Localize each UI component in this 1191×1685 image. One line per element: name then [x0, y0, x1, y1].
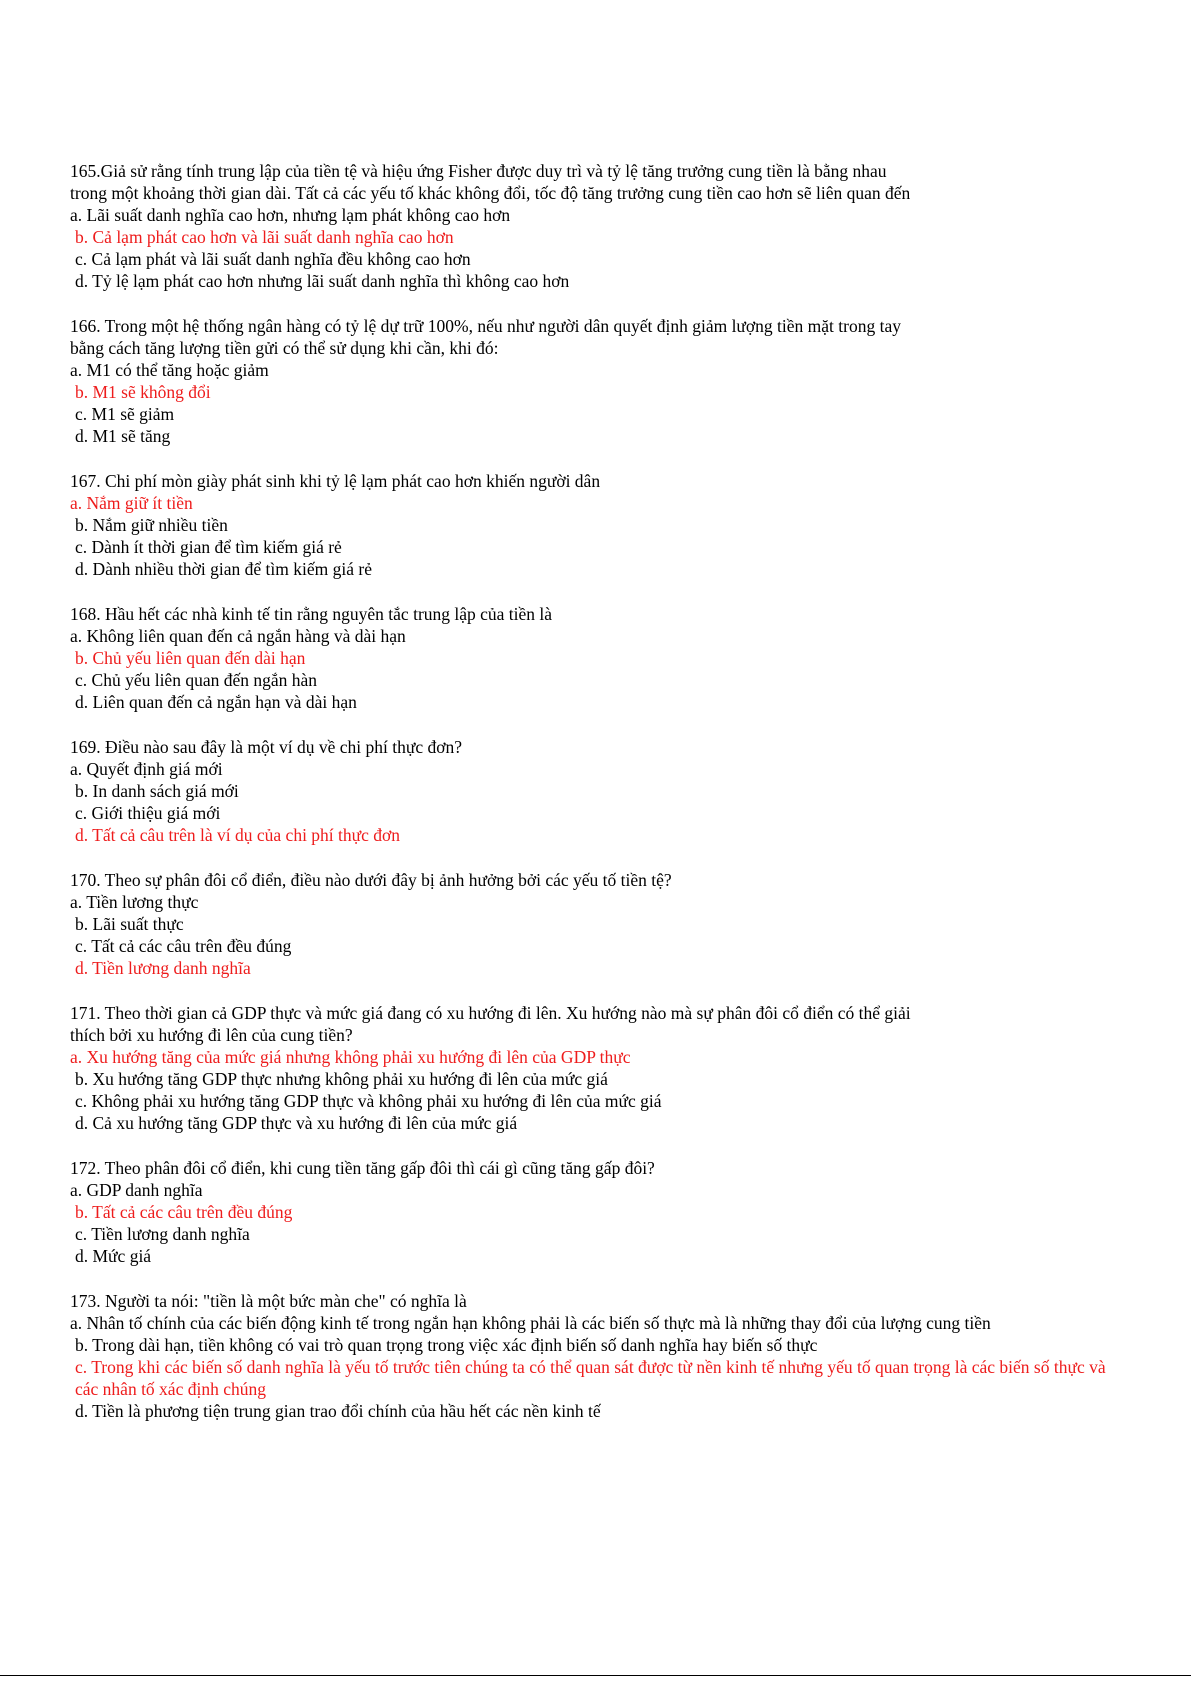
question-stem-line: 171. Theo thời gian cả GDP thực và mức giá đang có xu hướng đi lên. Xu hướng nào mà sự phân đôi cổ điển có thể giải — [70, 1003, 911, 1023]
answer-option: d. Liên quan đến cả ngắn hạn và dài hạn — [75, 692, 357, 712]
answer-option-correct: b. Chủ yếu liên quan đến dài hạn — [75, 648, 306, 668]
answer-option-correct: b. M1 sẽ không đổi — [75, 382, 211, 402]
answer-option: a. Tiền lương thực — [70, 892, 199, 912]
question-block — [70, 470, 1130, 580]
answer-option-correct: b. Cả lạm phát cao hơn và lãi suất danh nghĩa cao hơn — [75, 227, 454, 247]
question-stem-line: 167. Chi phí mòn giày phát sinh khi tỷ lệ lạm phát cao hơn khiến người dân — [70, 471, 601, 491]
page-bottom-rule — [0, 1675, 1191, 1676]
question-block — [70, 1290, 1130, 1422]
answer-option: b. Xu hướng tăng GDP thực nhưng không phải xu hướng đi lên của mức giá — [75, 1069, 608, 1089]
answer-option: b. Trong dài hạn, tiền không có vai trò quan trọng trong việc xác định biến số danh nghĩa hay biến số thực — [75, 1335, 818, 1355]
answer-option-correct: d. Tất cả câu trên là ví dụ của chi phí thực đơn — [75, 825, 401, 845]
answer-option: d. Dành nhiều thời gian để tìm kiếm giá rẻ — [75, 559, 372, 579]
question-stem-line: thích bởi xu hướng đi lên của cung tiền? — [70, 1025, 353, 1045]
answer-option: b. Lãi suất thực — [75, 914, 184, 934]
question-stem-line: 165.Giả sử rằng tính trung lập của tiền tệ và hiệu ứng Fisher được duy trì và tỷ lệ tăng trưởng cung tiền là bằng nhau — [70, 161, 887, 181]
answer-option-correct: c. Trong khi các biến số danh nghĩa là yếu tố trước tiên chúng ta có thể quan sát được từ nền kinh tế nhưng yếu tố quan trọng là các biến số thực và các nhân tố xác định chúng — [75, 1357, 1106, 1399]
question-stem-line: trong một khoảng thời gian dài. Tất cả các yếu tố khác không đổi, tốc độ tăng trưởng cung tiền cao hơn sẽ liên quan đến — [70, 183, 911, 203]
answer-option: d. Tỷ lệ lạm phát cao hơn nhưng lãi suất danh nghĩa thì không cao hơn — [75, 271, 570, 291]
answer-option-correct: a. Xu hướng tăng của mức giá nhưng không phải xu hướng đi lên của GDP thực — [70, 1047, 631, 1067]
answer-option: d. Mức giá — [75, 1246, 152, 1266]
answer-option: b. Nắm giữ nhiều tiền — [75, 515, 228, 535]
question-stem-line: 168. Hầu hết các nhà kinh tế tin rằng nguyên tắc trung lập của tiền là — [70, 604, 553, 624]
answer-option: d. Cả xu hướng tăng GDP thực và xu hướng đi lên của mức giá — [75, 1113, 518, 1133]
answer-option: c. M1 sẽ giảm — [75, 404, 175, 424]
question-block — [70, 1157, 1130, 1267]
answer-option: a. M1 có thể tăng hoặc giảm — [70, 360, 269, 380]
answer-option: c. Tất cả các câu trên đều đúng — [75, 936, 292, 956]
answer-option: d. Tiền là phương tiện trung gian trao đổi chính của hầu hết các nền kinh tế — [75, 1401, 601, 1421]
answer-option: a. GDP danh nghĩa — [70, 1180, 203, 1200]
question-block — [70, 603, 1130, 713]
question-stem-line: 169. Điều nào sau đây là một ví dụ về chi phí thực đơn? — [70, 737, 462, 757]
answer-option: a. Nhân tố chính của các biến động kinh tế trong ngắn hạn không phải là các biến số thực mà là những thay đổi của lượng cung tiền — [70, 1313, 991, 1333]
question-stem-line: bằng cách tăng lượng tiền gửi có thể sử dụng khi cần, khi đó: — [70, 338, 499, 358]
question-block — [70, 160, 1130, 292]
answer-option: c. Không phải xu hướng tăng GDP thực và không phải xu hướng đi lên của mức giá — [75, 1091, 662, 1111]
question-stem-line: 172. Theo phân đôi cổ điển, khi cung tiền tăng gấp đôi thì cái gì cũng tăng gấp đôi? — [70, 1158, 655, 1178]
question-block — [70, 1002, 1130, 1134]
answer-option: a. Quyết định giá mới — [70, 759, 223, 779]
question-block — [70, 869, 1130, 979]
question-block — [70, 315, 1130, 447]
answer-option: c. Chủ yếu liên quan đến ngắn hàn — [75, 670, 318, 690]
answer-option-correct: a. Nắm giữ ít tiền — [70, 493, 193, 513]
answer-option: c. Tiền lương danh nghĩa — [75, 1224, 250, 1244]
answer-option: a. Không liên quan đến cả ngắn hàng và dài hạn — [70, 626, 406, 646]
answer-option-correct: b. Tất cả các câu trên đều đúng — [75, 1202, 293, 1222]
question-list — [70, 160, 1130, 1445]
answer-option: c. Dành ít thời gian để tìm kiếm giá rẻ — [75, 537, 342, 557]
question-stem-line: 170. Theo sự phân đôi cổ điển, điều nào dưới đây bị ảnh hưởng bởi các yếu tố tiền tệ? — [70, 870, 672, 890]
answer-option: c. Cả lạm phát và lãi suất danh nghĩa đều không cao hơn — [75, 249, 471, 269]
answer-option: b. In danh sách giá mới — [75, 781, 239, 801]
answer-option: c. Giới thiệu giá mới — [75, 803, 221, 823]
answer-option: a. Lãi suất danh nghĩa cao hơn, nhưng lạm phát không cao hơn — [70, 205, 511, 225]
answer-option: d. M1 sẽ tăng — [75, 426, 171, 446]
question-stem-line: 166. Trong một hệ thống ngân hàng có tỷ lệ dự trữ 100%, nếu như người dân quyết định giảm lượng tiền mặt trong tay — [70, 316, 901, 336]
question-block — [70, 736, 1130, 846]
question-stem-line: 173. Người ta nói: "tiền là một bức màn che" có nghĩa là — [70, 1291, 467, 1311]
answer-option-correct: d. Tiền lương danh nghĩa — [75, 958, 251, 978]
